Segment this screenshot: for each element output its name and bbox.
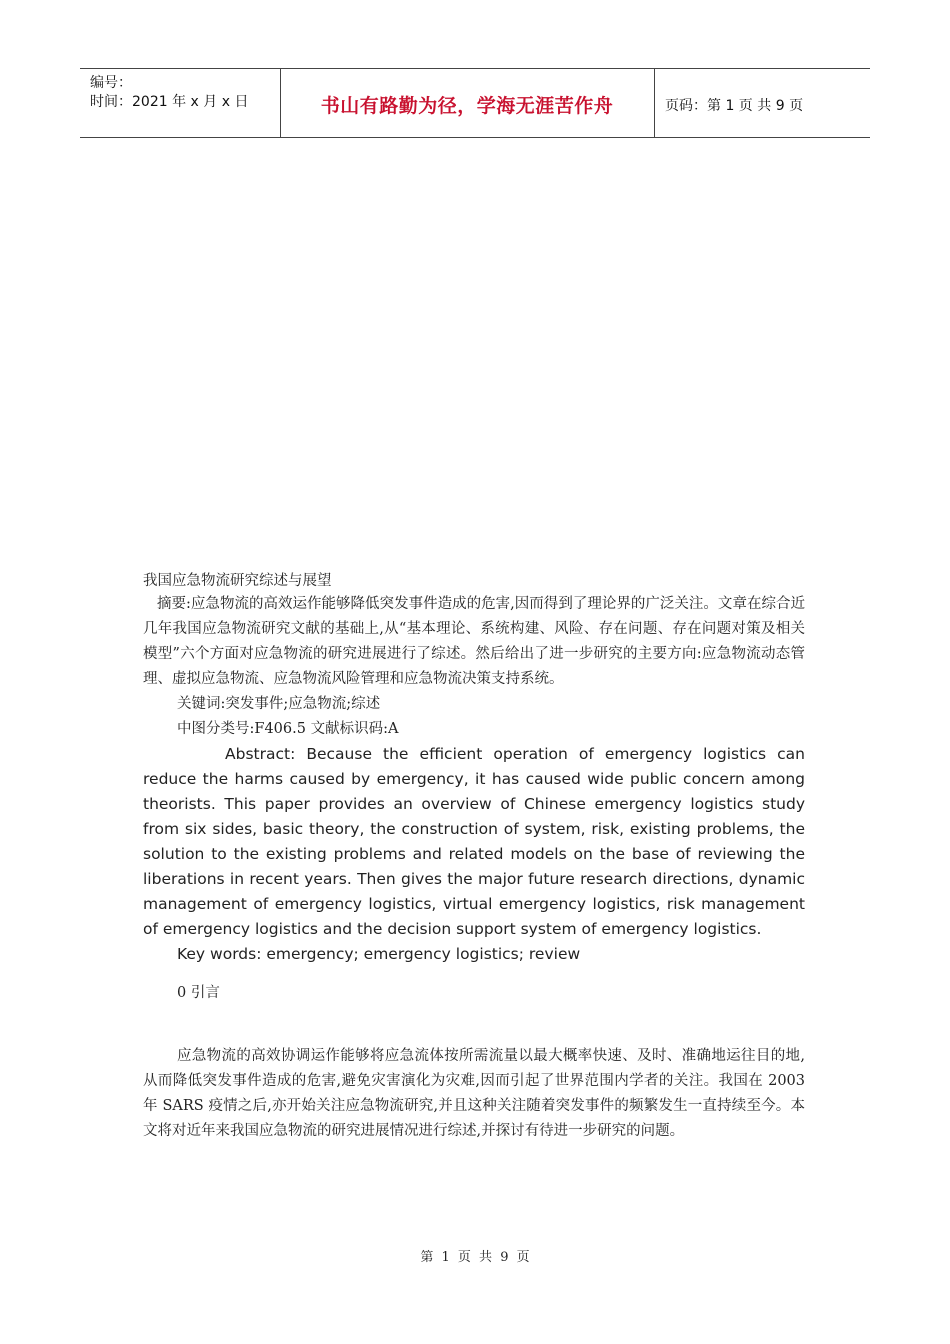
header-page-cell [655,69,870,137]
abstract-zh: 摘要:应急物流的高效运作能够降低突发事件造成的危害,因而得到了理论界的广泛关注。文章在综合近几年我国应急物流研究文献的基础上,从“基本理论、系统构建、风险、存在问题、存在问题对策及相关模型”六个方面对应急物流的研究进展进行了综述。然后给出了进一步研究的主要方向:应急物流动态管理、虚拟应急物流、应急物流风险管理和应急物流决策支持系统。 [143,596,805,687]
header-meta-cell [80,69,281,137]
page-footer: 第 1 页 共 9 页 [420,1250,530,1265]
document-header-table [80,68,870,138]
document-number-label: 编号： [90,75,132,91]
motto-text: 书山有路勤为径，学海无涯苦作舟 [320,95,614,117]
header-motto-cell [280,69,655,137]
article-title: 我国应急物流研究综述与展望 [143,573,332,589]
article-body [143,570,805,1144]
keywords-en: Key words: emergency; emergency logistics; review [177,945,581,963]
spacer [143,1006,805,1044]
document-date-label: 时间：2021 年 x 月 x 日 [90,94,249,110]
abstract-en: Abstract: Because the efficient operation of emergency logistics can reduce the harms caused by emergency, it has caused wide public concern among theorists. This paper provides an overview of Chinese emergency logistics study from six sides, basic theory, the construction of system, risk, existing problems, the solution to the existing problems and related models on the base of reviewing the liberations in recent years. Then gives the major future research directions, dynamic management of emergency logistics, virtual emergency logistics, risk management of emergency logistics and the decision support system of emergency logistics. [143,745,805,938]
section-heading-introduction: 0 引言 [177,985,220,1001]
page-info-text: 页码：第 1 页 共 9 页 [665,98,804,114]
classification-code: 中图分类号:F406.5 文献标识码:A [177,721,399,737]
keywords-zh: 关键词:突发事件;应急物流;综述 [177,696,381,712]
introduction-paragraph: 应急物流的高效协调运作能够将应急流体按所需流量以最大概率快速、及时、准确地运往目的地,从而降低突发事件造成的危害,避免灾害演化为灾难,因而引起了世界范围内学者的关注。我国在 2003 年 SARS 疫情之后,亦开始关注应急物流研究,并且这种关注随着突发事件的频繁发生一直持续至今。本文将对近年来我国应急物流的研究进展情况进行综述,并探讨有待进一步研究的问题。 [143,1048,805,1139]
